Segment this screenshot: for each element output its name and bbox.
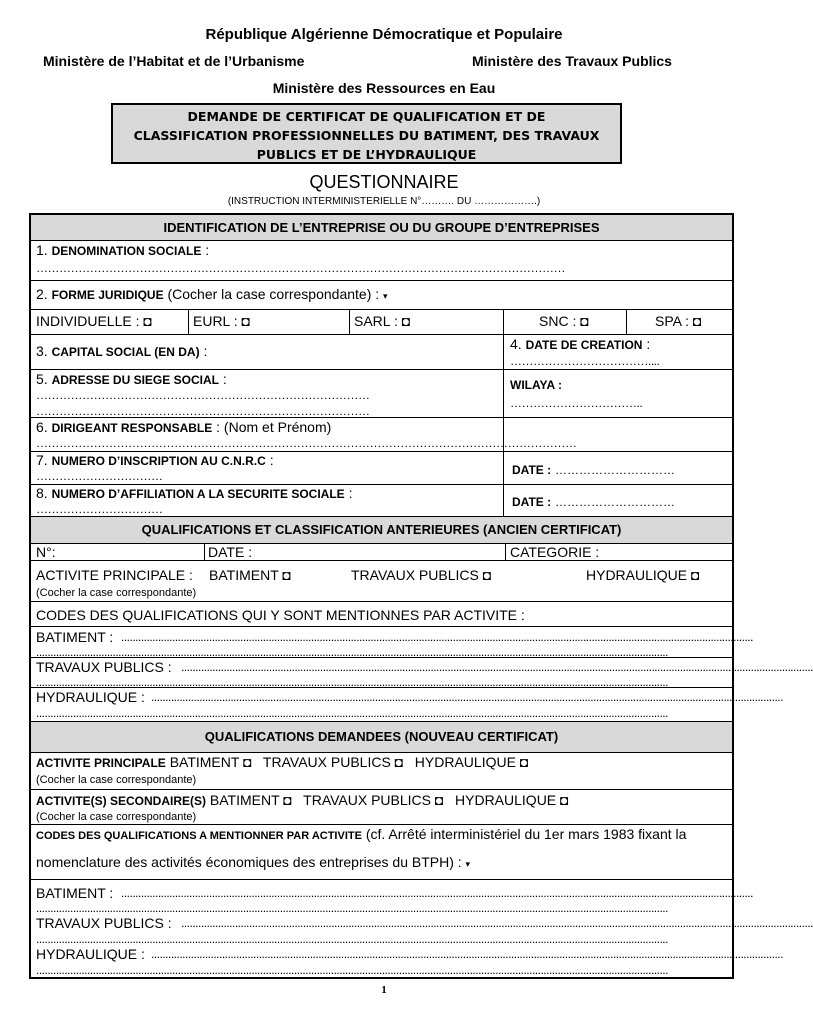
secu-date-label: DATE : ………………………… bbox=[512, 495, 675, 509]
forme-option-individuelle[interactable]: INDIVIDUELLE : ◘ bbox=[36, 313, 152, 329]
certificat-numero-label: N°: bbox=[36, 544, 56, 560]
ancien-hydraulique-field[interactable]: ............................................................................................................................................................................................................................... bbox=[151, 690, 783, 704]
ancien-travaux-label: TRAVAUX PUBLICS : bbox=[36, 659, 172, 675]
section-anterieures-header: QUALIFICATIONS ET CLASSIFICATION ANTERIEURES (ANCIEN CERTIFICAT) bbox=[31, 517, 732, 543]
ancien-hydraulique-label: HYDRAULIQUE : bbox=[36, 689, 145, 705]
nouveau-cocher-hint-2: (Cocher la case correspondante) bbox=[36, 811, 197, 823]
dirigeant-label: 6. DIRIGEANT RESPONSABLE : (Nom et Prénom) bbox=[36, 419, 332, 435]
nouveau-cocher-hint-1: (Cocher la case correspondante) bbox=[36, 774, 197, 786]
adresse-field-line-1[interactable]: …………………………………………………………………………… bbox=[36, 388, 370, 402]
securite-sociale-field[interactable]: …………………………… bbox=[36, 502, 163, 516]
nouveau-principale-options[interactable]: BATIMENT ◘ TRAVAUX PUBLICS ◘ HYDRAULIQUE ◘ bbox=[169, 754, 529, 770]
cnrc-label: 7. NUMERO D’INSCRIPTION AU C.N.R.C : bbox=[36, 452, 274, 468]
nouveau-hydraulique-field-2[interactable]: ............................................................................................................................................................................................................................... bbox=[36, 963, 668, 977]
cnrc-date-label: DATE : ………………………… bbox=[512, 463, 675, 477]
cnrc-date-field[interactable]: ………………………… bbox=[555, 463, 675, 477]
denomination-field[interactable]: ………………………………………………………………………………………………………………………… bbox=[36, 261, 565, 275]
nouveau-batiment-label: BATIMENT : bbox=[36, 885, 114, 901]
codes-a-mentionner-label: CODES DES QUALIFICATIONS A MENTIONNER PAR ACTIVITE (cf. Arrêté interministériel du 1er mars 1983 fixant la bbox=[36, 826, 687, 842]
section-demandees-header: QUALIFICATIONS DEMANDEES (NOUVEAU CERTIFICAT) bbox=[31, 722, 732, 752]
chevron-down-icon: ▾ bbox=[465, 859, 471, 869]
codes-nomenclature-ref: nomenclature des activités économiques des entreprises du BTPH) : ▾ bbox=[36, 854, 471, 870]
nouveau-batiment-field-2[interactable]: ............................................................................................................................................................................................................................... bbox=[36, 901, 668, 915]
ministry-eau: Ministère des Ressources en Eau bbox=[272, 80, 496, 96]
activite-principale-label: ACTIVITE PRINCIPALE : bbox=[36, 567, 193, 583]
activite-secondaire-demandee: ACTIVITE(S) SECONDAIRE(S) BATIMENT ◘ TRAVAUX PUBLICS ◘ HYDRAULIQUE ◘ bbox=[36, 792, 569, 808]
date-creation-field[interactable]: ……………………………….... bbox=[510, 354, 660, 368]
forme-option-sarl[interactable]: SARL : ◘ bbox=[354, 313, 411, 329]
ancien-option-travaux[interactable]: TRAVAUX PUBLICS ◘ bbox=[351, 567, 492, 583]
activite-principale-demandee: ACTIVITE PRINCIPALE BATIMENT ◘ TRAVAUX PUBLICS ◘ HYDRAULIQUE ◘ bbox=[36, 754, 529, 770]
denomination-label: 1. DENOMINATION SOCIALE : bbox=[36, 242, 210, 258]
ancien-batiment-field-2[interactable]: ............................................................................................................................................................................................................................... bbox=[36, 645, 668, 659]
instruction-reference: (INSTRUCTION INTERMINISTERIELLE N°………. DU ……………….) bbox=[227, 196, 541, 207]
ministry-travaux: Ministère des Travaux Publics bbox=[472, 53, 672, 69]
secu-date-field[interactable]: ………………………… bbox=[555, 495, 675, 509]
nouveau-travaux-label: TRAVAUX PUBLICS : bbox=[36, 915, 172, 931]
date-creation-label: 4. DATE DE CREATION : bbox=[510, 336, 651, 352]
cnrc-field[interactable]: …………………………… bbox=[36, 469, 163, 483]
ancien-batiment-label: BATIMENT : bbox=[36, 629, 114, 645]
forme-option-spa[interactable]: SPA : ◘ bbox=[655, 313, 702, 329]
wilaya-label: WILAYA : bbox=[510, 378, 563, 392]
certificat-date-label: DATE : bbox=[208, 544, 253, 560]
nouveau-travaux-field[interactable]: ............................................................................................................................................................................................................................... bbox=[181, 916, 813, 930]
nouveau-travaux-field-2[interactable]: ............................................................................................................................................................................................................................... bbox=[36, 932, 668, 946]
capital-social-label: 3. CAPITAL SOCIAL (EN DA) : bbox=[36, 343, 208, 359]
nouveau-batiment-field[interactable]: ............................................................................................................................................................................................................................... bbox=[121, 886, 753, 900]
codes-mentionnes-label: CODES DES QUALIFICATIONS QUI Y SONT MENTIONNES PAR ACTIVITE : bbox=[36, 607, 525, 623]
section-identification-header: IDENTIFICATION DE L’ENTREPRISE OU DU GROUPE D’ENTREPRISES bbox=[31, 215, 732, 240]
form-title-line-3: PUBLICS ET DE L’HYDRAULIQUE bbox=[256, 147, 477, 162]
categorie-label: CATEGORIE : bbox=[510, 544, 600, 560]
forme-option-snc[interactable]: SNC : ◘ bbox=[539, 313, 589, 329]
questionnaire-form bbox=[29, 213, 813, 979]
ministry-habitat: Ministère de l’Habitat et de l’Urbanisme bbox=[43, 53, 305, 69]
ancien-travaux-field[interactable]: ............................................................................................................................................................................................................................... bbox=[181, 660, 813, 674]
ancien-option-batiment[interactable]: BATIMENT ◘ bbox=[209, 567, 291, 583]
adresse-label: 5. ADRESSE DU SIEGE SOCIAL : bbox=[36, 371, 227, 387]
ancien-cocher-hint: (Cocher la case correspondante) bbox=[36, 587, 197, 599]
form-title-box bbox=[111, 103, 622, 164]
dirigeant-field[interactable]: …………………………………………………………………………………………………………………………… bbox=[36, 436, 577, 450]
forme-juridique-label: 2. FORME JURIDIQUE (Cocher la case correspondante) : ▾ bbox=[36, 286, 388, 302]
nouveau-hydraulique-label: HYDRAULIQUE : bbox=[36, 946, 145, 962]
nouveau-hydraulique-field[interactable]: ............................................................................................................................................................................................................................... bbox=[151, 947, 783, 961]
ancien-batiment-field[interactable]: ............................................................................................................................................................................................................................... bbox=[121, 630, 753, 644]
wilaya-field[interactable]: …………………………….. bbox=[510, 396, 643, 410]
ancien-option-hydraulique[interactable]: HYDRAULIQUE ◘ bbox=[586, 567, 700, 583]
form-title-line-1: DEMANDE DE CERTIFICAT DE QUALIFICATION ET DE bbox=[187, 109, 546, 124]
ancien-travaux-field-2[interactable]: ............................................................................................................................................................................................................................... bbox=[36, 675, 668, 689]
adresse-field-line-2[interactable]: …………………………………………………………………………… bbox=[36, 404, 370, 418]
ancien-hydraulique-field-2[interactable]: ............................................................................................................................................................................................................................... bbox=[36, 706, 668, 720]
chevron-down-icon: ▾ bbox=[383, 291, 388, 301]
page-number: 1 bbox=[381, 984, 387, 996]
nouveau-secondaire-options[interactable]: BATIMENT ◘ TRAVAUX PUBLICS ◘ HYDRAULIQUE ◘ bbox=[209, 792, 569, 808]
questionnaire-title: QUESTIONNAIRE bbox=[309, 172, 459, 192]
securite-sociale-label: 8. NUMERO D’AFFILIATION A LA SECURITE SOCIALE : bbox=[36, 485, 353, 501]
republic-title: République Algérienne Démocratique et Populaire bbox=[205, 26, 563, 43]
forme-option-eurl[interactable]: EURL : ◘ bbox=[193, 313, 250, 329]
form-title-line-2: CLASSIFICATION PROFESSIONNELLES DU BATIMENT, DES TRAVAUX bbox=[133, 128, 600, 143]
